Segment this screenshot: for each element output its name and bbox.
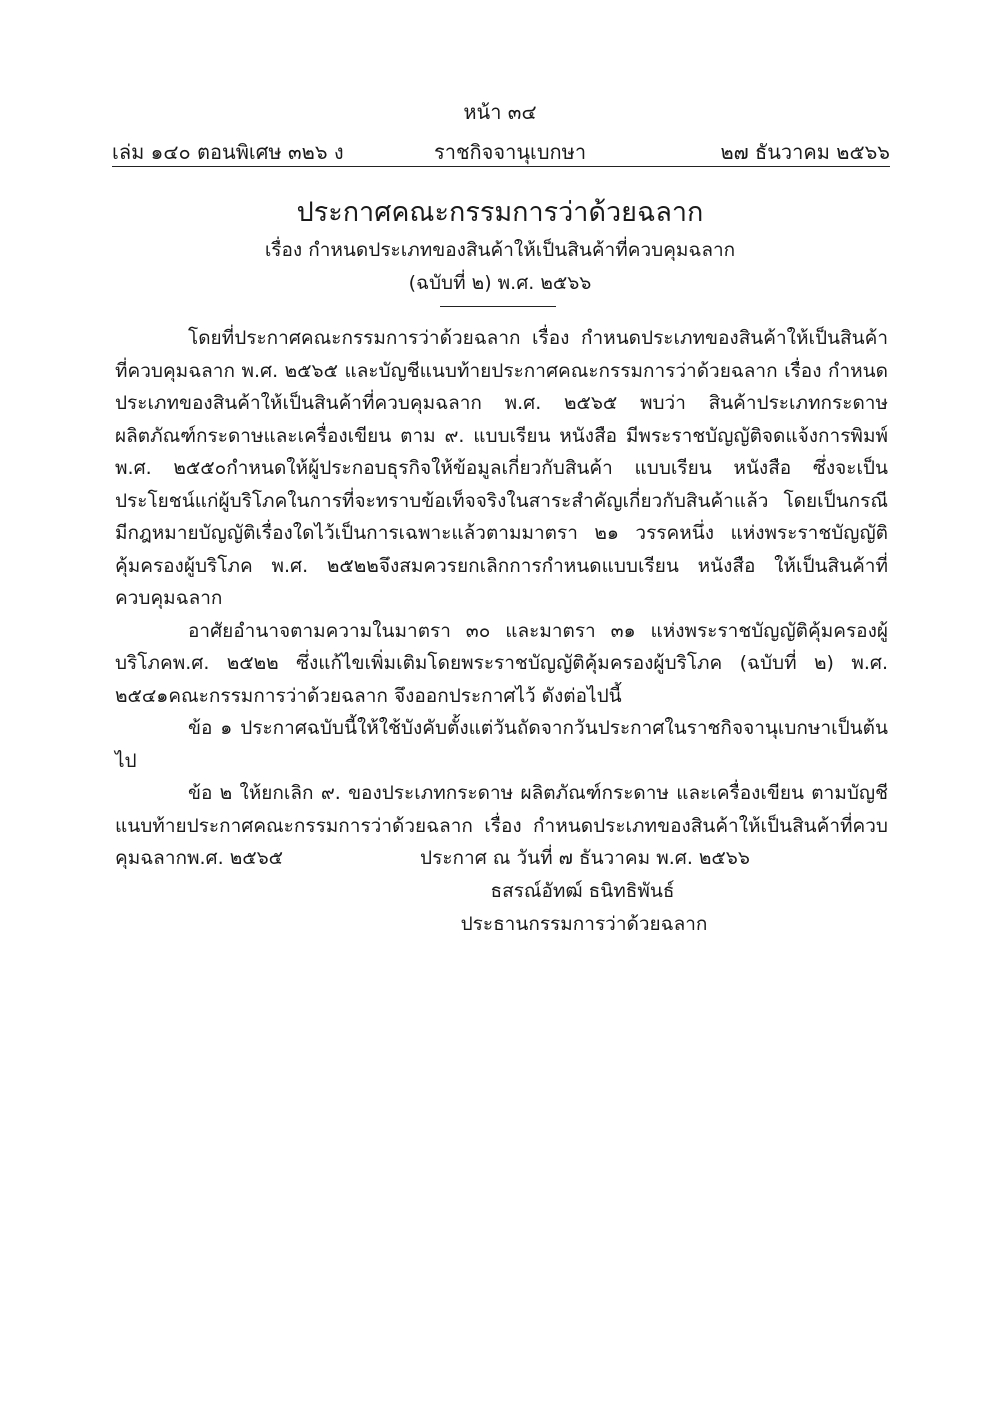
authority-paragraph: อาศัยอำนาจตามความในมาตรา ๓๐ และมาตรา ๓๑ แห่งพระราชบัญญัติคุ้มครองผู้บริโภคพ.ศ. ๒๕๒๒ ซึ่งแก้ไขเพิ่มเติมโดยพระราชบัญญัติคุ้มครองผู้บริโภค (ฉบับที่ ๒) พ.ศ. ๒๕๔๑คณะกรรมการว่าด้วยฉลาก จึงออกประกาศไว้ ดังต่อไปนี้	[115, 619, 888, 707]
document-subject: เรื่อง กำหนดประเภทของสินค้าให้เป็นสินค้าที่ควบคุมฉลาก	[264, 239, 736, 261]
page-number: หน้า ๓๔	[463, 100, 537, 124]
signatory-name: ธสรณ์อัทฒ์ ธนิทธิพันธ์	[490, 880, 675, 902]
header-date: ๒๗ ธันวาคม ๒๕๖๖	[720, 140, 890, 164]
preamble-paragraph: โดยที่ประกาศคณะกรรมการว่าด้วยฉลาก เรื่อง กำหนดประเภทของสินค้าให้เป็นสินค้าที่ควบคุมฉลาก พ.ศ. ๒๕๖๕ และบัญชีแนบท้ายประกาศคณะกรรมการว่าด้วยฉลาก เรื่อง กำหนดประเภทของสินค้าให้เป็นสินค้าที่ควบคุมฉลาก พ.ศ. ๒๕๖๕ พบว่า สินค้าประเภทกระดาษ ผลิตภัณฑ์กระดาษและเครื่องเขียน ตาม ๙. แบบเรียน หนังสือ มีพระราชบัญญัติจดแจ้งการพิมพ์ พ.ศ. ๒๕๕๐กำหนดให้ผู้ประกอบธุรกิจให้ข้อมูลเกี่ยวกับสินค้า แบบเรียน หนังสือ ซึ่งจะเป็นประโยชน์แก่ผู้บริโภคในการที่จะทราบข้อเท็จจริงในสาระสำคัญเกี่ยวกับสินค้าแล้ว โดยเป็นกรณีมีกฎหมายบัญญัติเรื่องใดไว้เป็นการเฉพาะแล้วตามมาตรา ๒๑ วรรคหนึ่ง แห่งพระราชบัญญัติคุ้มครองผู้บริโภค พ.ศ. ๒๕๒๒จึงสมควรยกเลิกการกำหนดแบบเรียน หนังสือ ให้เป็นสินค้าที่ควบคุมฉลาก	[115, 327, 888, 609]
clause-2: ข้อ ๒ ให้ยกเลิก ๙. ของประเภทกระดาษ ผลิตภัณฑ์กระดาษ และเครื่องเขียน ตามบัญชีแนบท้ายประกาศคณะกรรมการว่าด้วยฉลาก เรื่อง กำหนดประเภทของสินค้าให้เป็นสินค้าที่ควบคุมฉลากพ.ศ. ๒๕๖๕	[115, 782, 888, 869]
clause-1: ข้อ ๑ ประกาศฉบับนี้ให้ใช้บังคับตั้งแต่วันถัดจากวันประกาศในราชกิจจานุเบกษาเป็นต้นไป	[115, 717, 888, 772]
document-edition: (ฉบับที่ ๒) พ.ศ. ๒๕๖๖	[408, 272, 592, 294]
document-body	[115, 322, 888, 875]
signature-block	[0, 842, 1000, 941]
header-gazette-name: ราชกิจจานุเบกษา	[434, 140, 587, 164]
signature-date: ประกาศ ณ วันที่ ๗ ธันวาคม พ.ศ. ๒๕๖๖	[420, 847, 750, 869]
header-volume: เล่ม ๑๔๐ ตอนพิเศษ ๓๒๖ ง	[112, 140, 344, 164]
signatory-position: ประธานกรรมการว่าด้วยฉลาก	[460, 913, 708, 935]
document-title: ประกาศคณะกรรมการว่าด้วยฉลาก	[296, 197, 704, 228]
gazette-header	[112, 130, 890, 167]
title-divider	[440, 306, 556, 307]
